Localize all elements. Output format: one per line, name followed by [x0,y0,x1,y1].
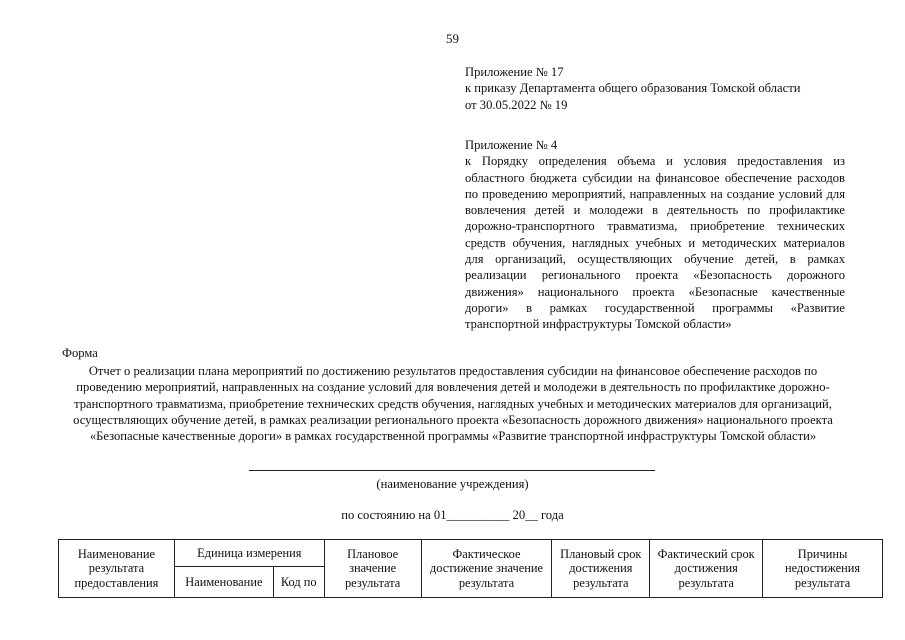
page-number: 59 [446,31,459,46]
institution-name-line [249,470,655,471]
appendix-4-title: Приложение № 4 [465,138,558,152]
institution-caption: (наименование учреждения) [376,477,529,491]
header-reasons: Причины недостижения результата [763,540,883,598]
report-title: Отчет о реализации плана мероприятий по достижению результатов предоставления субсидии на финансовое обеспечение расходов по проведению мероприятий, направленных на создание условий для вовлечения детей и молодежи в деятельность по профилактике дорожно-транспортного травматизма, приобретение технических средств обучения, наглядных учебных и методических материалов для организаций, осуществляющих обучение детей, в рамках реализации регионального проекта «Безопасность дорожного движения» национального проекта «Безопасные качественные дороги» в рамках государственной программы «Развитие транспортной инфраструктуры Томской области» [73,364,833,444]
header-unit-name: Наименование [174,567,273,598]
header-unit: Единица измерения [174,540,324,567]
appendix-17-title: Приложение № 17 [465,65,564,79]
header-unit-code: Код по [273,567,324,598]
date-line: по состоянию на 01__________ 20__ года [341,508,564,522]
form-label: Форма [62,346,98,360]
appendix-4-block [465,137,845,333]
header-result-name: Наименование результата предоставления [59,540,175,598]
appendix-17-block [465,64,845,113]
appendix-17-order: к приказу Департамента общего образования Томской области [465,81,801,96]
report-table [58,539,883,598]
header-actual-value: Фактическое достижение значение результата [421,540,552,598]
appendix-4-body: к Порядку определения объема и условия предоставления из областного бюджета субсидии на финансовое обеспечение расходов по проведению мероприятий, направленных на создание условий для вовлечения детей и молодежи в деятельность по профилактике дорожно-транспортного травматизма, приобретение технических средств обучения, наглядных учебных и методических материалов для организаций, осуществляющих обучение детей, в рамках реализации регионального проекта «Безопасность дорожного движения» национального проекта «Безопасные качественные дороги» в рамках государственной программы «Развитие транспортной инфраструктуры Томской области» [465,154,845,332]
header-planned-deadline: Плановый срок достижения результата [552,540,650,598]
appendix-17-date: от 30.05.2022 № 19 [465,97,568,112]
header-planned-value: Плановое значение результата [324,540,421,598]
header-actual-deadline: Фактический срок достижения результата [650,540,763,598]
